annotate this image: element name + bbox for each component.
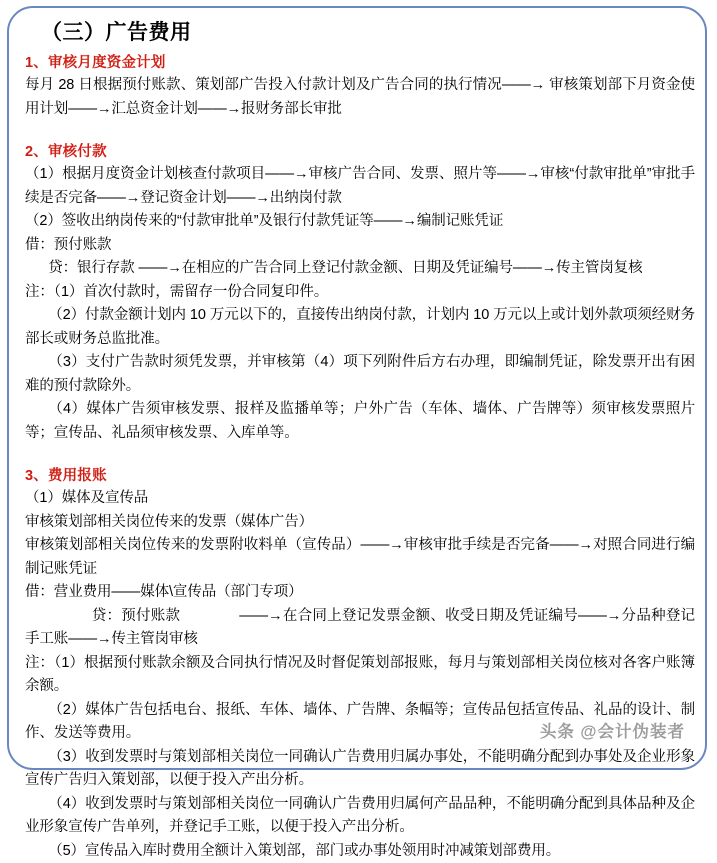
section-3-credit-entry: 贷：预付账款 ——→在合同上登记发票金额、收受日期及凭证编号——→分品种登记手工账——→传主管岗审核	[25, 605, 695, 652]
section-heading-1: 1、审核月度资金计划	[25, 53, 695, 74]
section-2-note-4: （4）媒体广告须审核发票、报样及监播单等；户外广告（车体、墙体、广告牌等）须审核发票照片等；宣传品、礼品须审核发票、入库单等。	[25, 398, 695, 445]
section-3-debit-entry: 借：营业费用——媒体\宣传品（部门专项）	[25, 581, 695, 605]
document-body	[9, 8, 709, 772]
section-3-note-2: （2）媒体广告包括电台、报纸、车体、墙体、广告牌、条幅等；宣传品包括宣传品、礼品的设计、制作、发送等费用。	[25, 699, 695, 746]
section-3-line-1: （1）媒体及宣传品	[25, 487, 695, 511]
spacer	[25, 121, 695, 138]
section-2-debit-entry: 借：预付账款	[25, 234, 695, 258]
section-2-line-1: （1）根据月度资金计划核查付款项目——→审核广告合同、发票、照片等——→审核“付款审批单”审批手续是否完备——→登记资金计划——→出纳岗付款	[25, 163, 695, 210]
section-1-line-1: 每月 28 日根据预付账款、策划部广告投入付款计划及广告合同的执行情况——→ 审核策划部下月资金使用计划——→汇总资金计划——→报财务部长审批	[25, 74, 695, 121]
page-title: （三）广告费用	[41, 18, 695, 48]
section-2-note-1: 注：（1）首次付款时，需留存一份合同复印件。	[25, 281, 695, 305]
watermark: 头条 @会计伪装者	[540, 718, 685, 742]
section-2-note-2: （2）付款金额计划内 10 万元以下的，直接传出纳岗付款，计划内 10 万元以上或计划外款项须经财务部长或财务总监批准。	[25, 304, 695, 351]
section-heading-3: 3、费用报账	[25, 466, 695, 487]
section-3-note-5: （5）宣传品入库时费用全额计入策划部，部门或办事处领用时冲减策划部费用。	[25, 840, 695, 863]
section-heading-2: 2、审核付款	[25, 142, 695, 163]
section-3-note-4: （4）收到发票时与策划部相关岗位一同确认广告费用归属何产品品种，不能明确分配到具体品种及企业形象宣传广告单列，并登记手工账，以便于投入产出分析。	[25, 793, 695, 840]
section-3-line-2: 审核策划部相关岗位传来的发票（媒体广告）	[25, 511, 695, 535]
section-2-credit-entry: 贷：银行存款 ——→在相应的广告合同上登记付款金额、日期及凭证编号——→传主管岗复核	[25, 257, 695, 281]
section-2-note-3: （3）支付广告款时须凭发票，并审核第（4）项下列附件后方右办理，即编制凭证，除发票开出有困难的预付款除外。	[25, 351, 695, 398]
section-2-line-2: （2）签收出纳岗传来的“付款审批单”及银行付款凭证等——→编制记账凭证	[25, 210, 695, 234]
section-3-note-1: 注：（1）根据预付账款余额及合同执行情况及时督促策划部报账，每月与策划部相关岗位核对各客户账簿余额。	[25, 652, 695, 699]
section-3-line-3: 审核策划部相关岗位传来的发票附收料单（宣传品）——→审核审批手续是否完备——→对照合同进行编制记账凭证	[25, 534, 695, 581]
document-frame	[7, 6, 707, 770]
spacer	[25, 445, 695, 462]
section-3-note-3: （3）收到发票时与策划部相关岗位一同确认广告费用归属办事处，不能明确分配到办事处及企业形象宣传广告归入策划部，以便于投入产出分析。	[25, 746, 695, 793]
